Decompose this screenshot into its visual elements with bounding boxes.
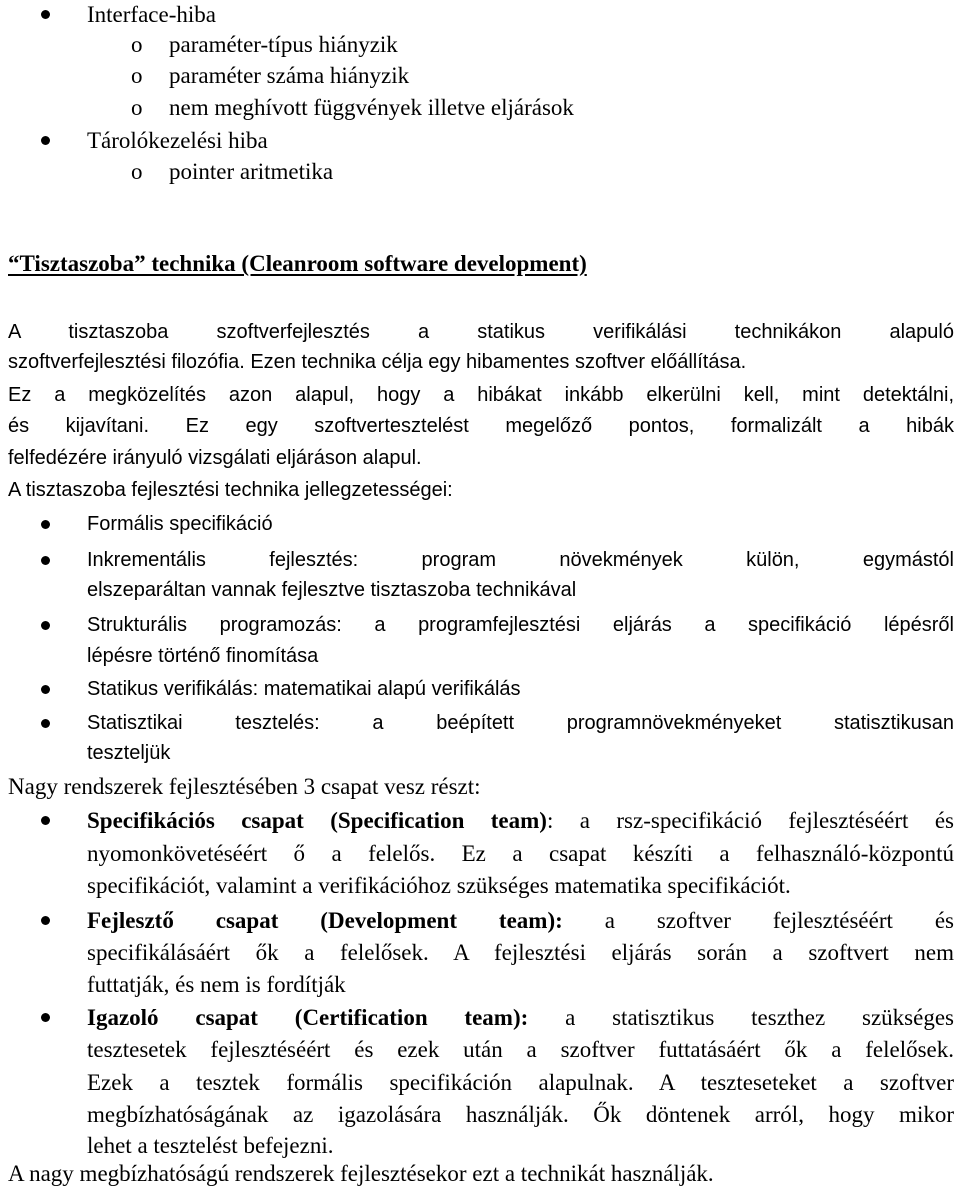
bullet-icon	[41, 916, 50, 925]
bullet-icon	[41, 520, 50, 529]
bullet-icon	[41, 10, 50, 19]
list-item: Inkrementális fejlesztés: program növekmények külön, egymástól	[87, 549, 954, 571]
list-item	[87, 806, 954, 836]
sub-marker: o	[131, 95, 143, 120]
paragraph-line: Nagy rendszerek fejlesztésében 3 csapat vesz részt:	[8, 774, 481, 799]
list-item-continuation: tesztesetek fejlesztéséért és ezek után a szoftver futtatásáért ők a felelősek.	[87, 1037, 954, 1062]
sub-list-item: pointer aritmetika	[169, 159, 334, 184]
section-heading-text: “Tisztaszoba” technika (Cleanroom software development)	[8, 251, 587, 276]
sub-marker: o	[131, 32, 143, 57]
list-item	[87, 1003, 954, 1033]
bullet-icon	[41, 136, 50, 145]
paragraph-line: és kijavítani. Ez egy szoftvertesztelést megelőző pontos, formalizált a hibák	[8, 415, 954, 437]
sub-list-item: nem meghívott függvények illetve eljárások	[169, 95, 574, 120]
sub-marker: o	[131, 63, 143, 88]
team-description: : a rsz-specifikáció fejlesztéséért és	[546, 808, 954, 833]
list-item-continuation: elszeparáltan vannak fejlesztve tisztaszoba technikával	[87, 579, 577, 601]
closing-line: A nagy megbízhatóságú rendszerek fejlesztésekor ezt a technikát használják.	[8, 1161, 714, 1186]
sub-list-item: paraméter-típus hiányzik	[169, 32, 398, 57]
list-item-continuation: teszteljük	[87, 742, 171, 764]
list-item-continuation: lépésre történő finomítása	[87, 645, 319, 667]
list-item: Strukturális programozás: a programfejlesztési eljárás a specifikáció lépésről	[87, 614, 954, 636]
list-item: Statikus verifikálás: matematikai alapú verifikálás	[87, 678, 521, 700]
list-item-continuation: Ezek a tesztek formális specifikáción alapulnak. A teszteseteket a szoftver	[87, 1070, 954, 1095]
paragraph-line: A tisztaszoba szoftverfejlesztés a statikus verifikálási technikákon alapuló	[8, 321, 954, 343]
team-description: a szoftver fejlesztéséért és	[562, 908, 954, 933]
list-item-continuation: lehet a tesztelést befejezni.	[87, 1133, 334, 1158]
paragraph-line: Ez a megközelítés azon alapul, hogy a hibákat inkább elkerülni kell, mint detektálni,	[8, 384, 954, 406]
list-item-continuation: specifikációt, valamint a verifikációhoz szükséges matematika specifikációt.	[87, 873, 791, 898]
bullet-icon	[41, 621, 50, 630]
paragraph-line: A tisztaszoba fejlesztési technika jellegzetességei:	[8, 479, 453, 501]
list-item: Interface-hiba	[87, 2, 216, 27]
team-name: Specifikációs csapat (Specification team)	[87, 808, 547, 833]
list-item: Formális specifikáció	[87, 513, 273, 535]
list-item: Statisztikai tesztelés: a beépített programnövekményeket statisztikusan	[87, 712, 954, 734]
sub-list-item: paraméter száma hiányzik	[169, 63, 410, 88]
bullet-icon	[41, 719, 50, 728]
section-heading	[8, 249, 587, 279]
sub-marker: o	[131, 159, 143, 184]
bullet-icon	[41, 816, 50, 825]
bullet-icon	[41, 1013, 50, 1022]
list-item-continuation: futtatják, és nem is fordítják	[87, 972, 346, 997]
team-name: Igazoló csapat (Certification team):	[87, 1005, 529, 1030]
bullet-icon	[41, 685, 50, 694]
list-item	[87, 906, 954, 936]
paragraph-line: felfedézére irányuló vizsgálati eljáráson alapul.	[8, 447, 422, 469]
bullet-icon	[41, 556, 50, 565]
list-item-continuation: specifikálásáért ők a felelősek. A fejlesztési eljárás során a szoftvert nem	[87, 940, 954, 965]
list-item: Tárolókezelési hiba	[87, 128, 268, 153]
team-description: a statisztikus teszthez szükséges	[528, 1005, 954, 1030]
list-item-continuation: nyomonkövetéséért ő a felelős. Ez a csapat készíti a felhasználó-központú	[87, 841, 954, 866]
team-name: Fejlesztő csapat (Development team):	[87, 908, 563, 933]
paragraph-line: szoftverfejlesztési filozófia. Ezen technika célja egy hibamentes szoftver előállítása.	[8, 351, 747, 373]
list-item-continuation: megbízhatóságának az igazolására használják. Ők döntenek arról, hogy mikor	[87, 1102, 954, 1127]
